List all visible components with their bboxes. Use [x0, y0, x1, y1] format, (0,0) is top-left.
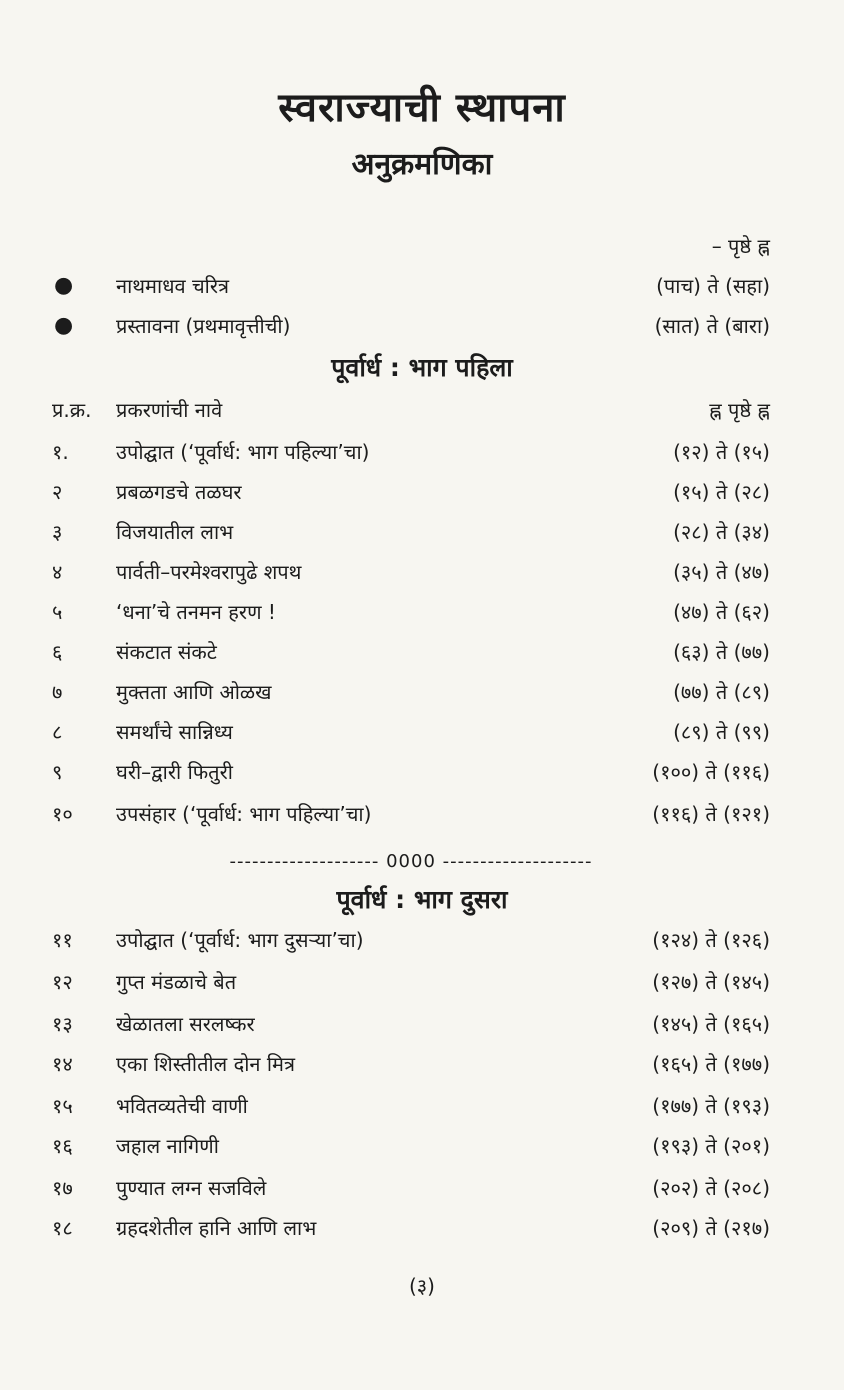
front-matter-row [52, 270, 770, 302]
chapter-number: १७ [52, 1176, 73, 1200]
entry-title: प्रस्तावना (प्रथमावृत्तीची) [116, 314, 291, 338]
chapter-pages: (२०२) ते (२०८) [652, 1176, 770, 1200]
bullet-icon: ● [54, 313, 74, 338]
chapter-row [52, 636, 770, 668]
chapter-number: १६ [52, 1134, 73, 1158]
chapter-title: जहाल नागिणी [116, 1134, 219, 1158]
entry-title: नाथमाधव चरित्र [116, 274, 230, 298]
chapter-title: मुक्तता आणि ओळख [116, 680, 272, 704]
chapter-number: १० [52, 802, 73, 826]
chapter-row [52, 1130, 770, 1162]
chapter-pages: (१४५) ते (१६५) [652, 1012, 770, 1036]
chapter-pages: (७७) ते (८९) [673, 680, 770, 704]
chapter-row [52, 756, 770, 788]
chapter-row [52, 1048, 770, 1080]
chapter-pages: (६३) ते (७७) [673, 640, 770, 664]
chapter-pages: (१६५) ते (१७७) [652, 1052, 770, 1076]
column-pages-label: ह्न पृष्ठे ह्न [709, 398, 770, 422]
chapter-number: १८ [52, 1216, 73, 1240]
chapter-title: विजयातील लाभ [116, 520, 234, 544]
chapter-number: १२ [52, 970, 73, 994]
chapter-row [52, 676, 770, 708]
chapter-pages: (१५) ते (२८) [673, 480, 770, 504]
chapter-row [52, 1090, 770, 1122]
chapter-row [52, 556, 770, 588]
book-title: स्वराज्याची स्थापना [278, 85, 566, 131]
chapter-number: ५ [52, 600, 63, 624]
chapter-pages: (१२) ते (१५) [673, 440, 770, 464]
entry-pages: (पाच) ते (सहा) [656, 274, 770, 298]
entry-pages: (सात) ते (बारा) [654, 314, 770, 338]
chapter-pages: (२०९) ते (२१७) [652, 1216, 770, 1240]
chapter-title: प्रबळगडचे तळघर [116, 480, 242, 504]
chapter-row [52, 1008, 770, 1040]
chapter-row [52, 716, 770, 748]
chapter-pages: (३५) ते (४७) [673, 560, 770, 584]
part2-heading: पूर्वार्ध : भाग दुसरा [336, 885, 508, 914]
chapter-pages: (८९) ते (९९) [673, 720, 770, 744]
chapter-title: गुप्त मंडळाचे बेत [116, 970, 237, 994]
chapter-number: ८ [52, 720, 63, 744]
chapter-number: ४ [52, 560, 63, 584]
chapter-title: समर्थांचे सान्निध्य [116, 720, 233, 744]
contents-heading: अनुक्रमणिका [351, 147, 493, 182]
chapter-pages: (१९३) ते (२०१) [652, 1134, 770, 1158]
chapter-title: खेळातला सरलष्कर [116, 1012, 255, 1036]
chapter-title: ग्रहदशेतील हानि आणि लाभ [116, 1216, 317, 1240]
column-number-label: प्र.क्र. [52, 398, 92, 422]
front-matter-row [52, 310, 770, 342]
chapter-number: ७ [52, 680, 63, 704]
chapter-pages: (१७७) ते (१९३) [652, 1094, 770, 1118]
chapter-number: ११ [52, 928, 73, 952]
chapter-row [52, 966, 770, 998]
chapter-title: उपोद्घात (‘पूर्वार्ध: भाग पहिल्या’चा) [116, 440, 370, 464]
chapter-pages: (२८) ते (३४) [673, 520, 770, 544]
chapter-row [52, 596, 770, 628]
chapter-row [52, 516, 770, 548]
chapter-number: ९ [52, 760, 63, 784]
chapter-title: एका शिस्तीतील दोन मित्र [116, 1052, 296, 1076]
chapter-title: भवितव्यतेची वाणी [116, 1094, 248, 1118]
chapter-pages: (४७) ते (६२) [673, 600, 770, 624]
chapter-row [52, 1172, 770, 1204]
chapter-number: १३ [52, 1012, 73, 1036]
chapter-row [52, 798, 770, 830]
chapter-pages: (१२४) ते (१२६) [652, 928, 770, 952]
chapter-title: उपोद्घात (‘पूर्वार्ध: भाग दुसऱ्या’चा) [116, 928, 364, 952]
chapter-row [52, 436, 770, 468]
chapter-row [52, 1212, 770, 1244]
chapter-number: ६ [52, 640, 63, 664]
pages-column-label-row [52, 230, 770, 262]
section-divider: -------------------- 0000 -------------------- [229, 851, 593, 872]
chapter-number: १४ [52, 1052, 73, 1076]
part1-heading: पूर्वार्ध : भाग पहिला [331, 353, 513, 382]
chapter-title: ‘धना’चे तनमन हरण ! [116, 600, 276, 624]
chapter-title: पार्वती–परमेश्वरापुढे शपथ [116, 560, 302, 584]
chapter-number: १५ [52, 1094, 73, 1118]
chapter-number: १. [52, 440, 69, 464]
column-title-label: प्रकरणांची नावे [116, 398, 223, 422]
chapter-number: ३ [52, 520, 63, 544]
chapter-title: उपसंहार (‘पूर्वार्ध: भाग पहिल्या’चा) [116, 802, 372, 826]
chapter-pages: (१००) ते (११६) [652, 760, 770, 784]
page-number: (३) [408, 1274, 435, 1298]
chapter-pages: (१२७) ते (१४५) [652, 970, 770, 994]
chapter-pages: (११६) ते (१२१) [652, 802, 770, 826]
chapter-row [52, 476, 770, 508]
chapter-title: संकटात संकटे [116, 640, 217, 664]
chapter-row [52, 924, 770, 956]
bullet-icon: ● [54, 273, 74, 298]
chapter-title: घरी–द्वारी फितुरी [116, 760, 233, 784]
chapter-title: पुण्यात लग्न सजविले [116, 1176, 267, 1200]
chapter-number: २ [52, 480, 63, 504]
column-header-row [52, 394, 770, 426]
pages-column-label: – पृष्ठे ह्न [711, 234, 770, 258]
